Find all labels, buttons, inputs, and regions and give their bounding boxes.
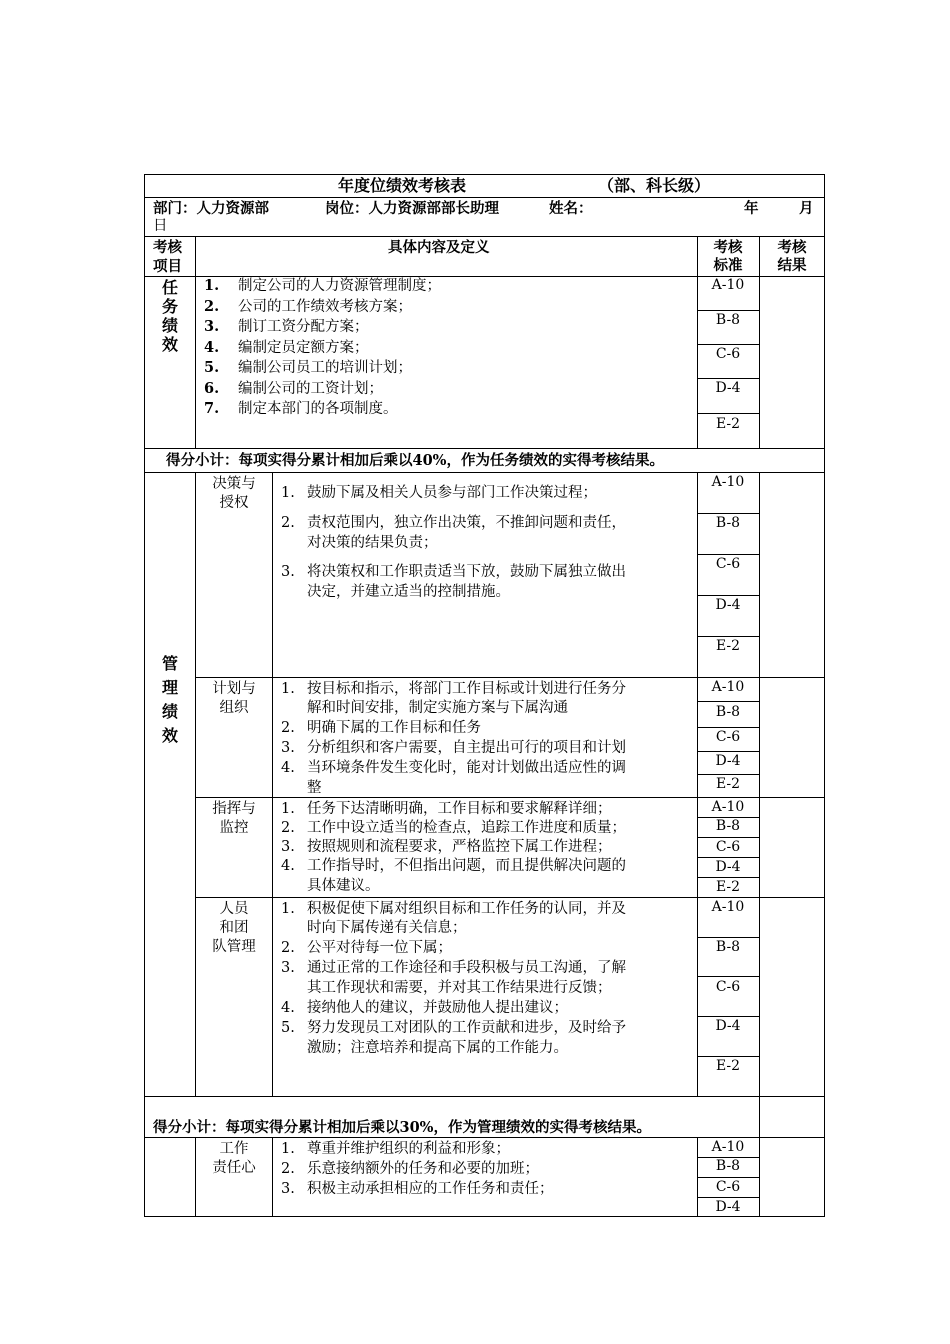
task-item-text: 公司的工作绩效考核方案；: [238, 298, 412, 315]
task-grade: D-4: [715, 380, 741, 396]
team-grade: C-6: [715, 979, 741, 995]
criterion-number: 3.: [281, 1181, 295, 1197]
criterion-number: 2.: [281, 515, 295, 531]
criterion-line: [281, 837, 612, 857]
form-title: 年度位绩效考核表: [338, 176, 467, 195]
task-item-number: 7.: [204, 400, 220, 417]
monitor-grade: B-8: [715, 818, 741, 834]
grade-divider: [697, 344, 759, 345]
criterion-text: 对决策的结果负责；: [307, 535, 438, 551]
task-grade: B-8: [715, 312, 741, 328]
criterion-text: 工作中设立适当的检查点，追踪工作进度和质量；: [307, 820, 626, 836]
criterion-text: 责权范围内，独立作出决策，不推卸问题和责任，: [307, 515, 626, 531]
grade-divider: [697, 413, 759, 414]
criterion-number: 1.: [281, 1141, 295, 1157]
criterion-number: 2.: [281, 1161, 295, 1177]
table-border: [195, 677, 825, 678]
criterion-line: [281, 958, 626, 978]
criterion-text: 其工作现状和需要，并对其工作结果进行反馈；: [307, 980, 612, 996]
criterion-text: 鼓励下属及相关人员参与部门工作决策过程；: [307, 485, 597, 501]
criterion-text: 尊重并维护组织的利益和形象；: [307, 1141, 510, 1157]
task-grade: C-6: [715, 346, 741, 362]
criterion-text: 时向下属传递有关信息；: [307, 920, 467, 936]
grade-divider: [697, 877, 759, 878]
grade-divider: [697, 837, 759, 838]
grade-divider: [697, 636, 759, 637]
task-item-text: 制定公司的人力资源管理制度；: [238, 278, 441, 294]
criterion-line: [281, 998, 568, 1018]
criterion-number: 1.: [281, 901, 295, 917]
criterion-line: [281, 483, 597, 503]
criterion-line: [281, 778, 322, 798]
criterion-number: 1.: [281, 801, 295, 817]
table-border: [759, 472, 760, 1137]
table-border: [144, 1096, 825, 1097]
criterion-line: [281, 533, 438, 553]
monitor-grade: D-4: [715, 859, 741, 875]
criterion-line: [281, 758, 626, 778]
task-item-text: 编制公司员工的培训计划；: [238, 360, 412, 376]
task-item-number: 5.: [204, 359, 220, 376]
criterion-text: 按目标和指示，将部门工作目标或计划进行任务分: [307, 681, 626, 697]
task-item: [204, 379, 383, 399]
criterion-number: 3.: [281, 960, 295, 976]
task-item-number: 1.: [204, 277, 220, 294]
year-label: 年: [744, 200, 759, 217]
criterion-text: 将决策权和工作职责适当下放，鼓励下属独立做出: [307, 564, 626, 580]
name-label: 姓名：: [549, 200, 593, 217]
criterion-number: 2.: [281, 720, 295, 736]
criterion-number: 4.: [281, 760, 295, 776]
header-standard-2: 标准: [713, 257, 743, 274]
table-border: [195, 472, 196, 1097]
criterion-line: [281, 562, 626, 582]
criterion-line: [281, 938, 452, 958]
criterion-number: 4.: [281, 858, 295, 874]
team-grade: E-2: [715, 1058, 741, 1074]
decision-grade: B-8: [715, 515, 741, 531]
monitor-grade: C-6: [715, 839, 741, 855]
criterion-number: 4.: [281, 1000, 295, 1016]
criterion-text: 分析组织和客户需要，自主提出可行的项目和计划: [307, 740, 626, 756]
criterion-text: 工作指导时，不但指出问题，而且提供解决问题的: [307, 858, 626, 874]
criterion-line: [281, 1139, 510, 1159]
criterion-text: 激励；注意培养和提高下属的工作能力。: [307, 1040, 568, 1056]
decision-grade: C-6: [715, 556, 741, 572]
section-name: 组织: [219, 700, 249, 716]
criterion-line: [281, 1038, 568, 1058]
criterion-text: 积极主动承担相应的工作任务和责任；: [307, 1181, 554, 1197]
table-border: [195, 897, 825, 898]
department-label: 部门：人力资源部: [153, 200, 269, 217]
criterion-text: 整: [307, 780, 322, 796]
header-item: 考核项目: [153, 239, 182, 275]
criterion-number: 3.: [281, 564, 295, 580]
planning-grade: E-2: [715, 776, 741, 792]
criterion-line: [281, 856, 626, 876]
attitude-grade: B-8: [715, 1158, 741, 1174]
team-grade: B-8: [715, 939, 741, 955]
grade-divider: [697, 595, 759, 596]
criterion-text: 任务下达清晰明确，工作目标和要求解释详细；: [307, 801, 612, 817]
criterion-text: 决定，并建立适当的控制措施。: [307, 584, 510, 600]
criterion-line: [281, 1159, 539, 1179]
grade-divider: [697, 857, 759, 858]
criterion-text: 解和时间安排，制定实施方案与下属沟通: [307, 700, 568, 716]
day-label: 日: [153, 218, 168, 234]
planning-grade: B-8: [715, 704, 741, 720]
task-item-number: 3.: [204, 318, 220, 335]
criterion-text: 乐意接纳额外的任务和必要的加班；: [307, 1161, 539, 1177]
section-name: 授权: [219, 495, 249, 511]
criterion-line: [281, 918, 467, 938]
criterion-line: [281, 799, 612, 819]
table-border: [144, 197, 825, 198]
task-item-number: 6.: [204, 379, 220, 397]
planning-grade: C-6: [715, 729, 741, 745]
table-border: [824, 174, 825, 1217]
task-item-text: 编制定员定额方案；: [238, 339, 369, 356]
task-item: [204, 317, 369, 337]
position-label: 岗位：人力资源部部长助理: [325, 200, 499, 217]
decision-grade: A-10: [711, 474, 745, 490]
criterion-line: [281, 738, 626, 758]
criterion-number: 5.: [281, 1020, 295, 1036]
header-standard-1: 考核: [713, 239, 743, 256]
grade-divider: [697, 1056, 759, 1057]
header-result-1: 考核: [777, 239, 807, 256]
grade-divider: [697, 751, 759, 752]
criterion-number: 3.: [281, 740, 295, 756]
monitor-grade: A-10: [711, 799, 745, 815]
grade-divider: [697, 937, 759, 938]
header-content: 具体内容及定义: [388, 239, 490, 256]
attitude-grade: A-10: [711, 1139, 745, 1155]
grade-divider: [697, 1177, 759, 1178]
criterion-text: 接纳他人的建议，并鼓励他人提出建议；: [307, 1000, 568, 1016]
table-border: [144, 1216, 825, 1217]
grade-divider: [697, 513, 759, 514]
table-border: [144, 236, 825, 237]
section-name: 监控: [219, 820, 249, 836]
task-performance-label: 任务绩效: [161, 278, 178, 354]
section-name: 和团: [219, 920, 249, 936]
criterion-line: [281, 876, 380, 896]
criterion-text: 当环境条件发生变化时，能对计划做出适应性的调: [307, 760, 626, 776]
section-name: 计划与: [212, 681, 256, 697]
task-item-number: 2.: [204, 297, 220, 315]
grade-divider: [697, 727, 759, 728]
grade-divider: [697, 1197, 759, 1198]
task-subtotal: 得分小计：每项实得分累计相加后乘以40%，作为任务绩效的实得考核结果。: [166, 452, 664, 469]
criterion-number: 1.: [281, 681, 295, 697]
table-border: [272, 472, 273, 1097]
criterion-text: 公平对待每一位下属；: [307, 940, 452, 956]
decision-grade: D-4: [715, 597, 741, 613]
criterion-line: [281, 818, 626, 838]
criterion-text: 努力发现员工对团队的工作贡献和进步，及时给予: [307, 1020, 626, 1036]
section-name: 队管理: [212, 939, 256, 955]
task-item-text: 制定本部门的各项制度。: [238, 401, 398, 417]
management-performance-label: 管理绩效: [161, 654, 178, 745]
criterion-line: [281, 1018, 626, 1038]
grade-divider: [697, 554, 759, 555]
planning-grade: D-4: [715, 753, 741, 769]
task-item: [204, 297, 412, 317]
criterion-line: [281, 718, 481, 738]
criterion-line: [281, 899, 626, 919]
section-name: 指挥与: [212, 801, 256, 817]
section-name: 决策与: [212, 476, 256, 492]
decision-grade: E-2: [715, 638, 741, 654]
task-item: [204, 338, 369, 358]
criterion-line: [281, 698, 568, 718]
grade-divider: [697, 1016, 759, 1017]
task-item: [204, 358, 412, 378]
criterion-line: [281, 1179, 554, 1199]
grade-divider: [697, 378, 759, 379]
section-name: 人员: [219, 901, 249, 917]
task-item: [204, 276, 441, 296]
criterion-line: [281, 679, 626, 699]
planning-grade: A-10: [711, 679, 745, 695]
month-label: 月: [799, 200, 814, 217]
table-border: [144, 448, 825, 449]
criterion-text: 按照规则和流程要求，严格监控下属工作进程；: [307, 839, 612, 855]
criterion-text: 具体建议。: [307, 878, 380, 894]
task-grade: A-10: [711, 277, 745, 293]
criterion-number: 1.: [281, 485, 295, 501]
table-border: [144, 174, 825, 175]
criterion-text: 通过正常的工作途径和手段积极与员工沟通，了解: [307, 960, 626, 976]
monitor-grade: E-2: [715, 879, 741, 895]
table-border: [759, 1137, 760, 1217]
form-level: （部、科长级）: [598, 176, 711, 195]
table-border: [144, 472, 825, 473]
header-result-2: 结果: [777, 257, 807, 274]
management-subtotal: 得分小计：每项实得分累计相加后乘以30%，作为管理绩效的实得考核结果。: [153, 1119, 651, 1136]
criterion-line: [281, 582, 510, 602]
criterion-number: 2.: [281, 940, 295, 956]
section-name: 工作: [219, 1141, 249, 1157]
table-border: [272, 1137, 273, 1217]
criterion-line: [281, 978, 612, 998]
task-item: [204, 399, 398, 419]
criterion-text: 积极促使下属对组织目标和工作任务的认同，并及: [307, 901, 626, 917]
criterion-text: 明确下属的工作目标和任务: [307, 720, 481, 736]
grade-divider: [697, 701, 759, 702]
task-item-text: 制订工资分配方案；: [238, 319, 369, 335]
criterion-number: 3.: [281, 839, 295, 855]
task-grade: E-2: [715, 416, 741, 432]
section-name: 责任心: [212, 1160, 256, 1176]
grade-divider: [697, 976, 759, 977]
criterion-line: [281, 513, 626, 533]
table-border: [195, 236, 196, 449]
task-item-number: 4.: [204, 338, 220, 356]
task-item-text: 编制公司的工资计划；: [238, 380, 383, 397]
grade-divider: [697, 310, 759, 311]
table-border: [144, 174, 145, 1217]
attitude-grade: C-6: [715, 1179, 741, 1195]
team-grade: D-4: [715, 1018, 741, 1034]
criterion-number: 2.: [281, 820, 295, 836]
grade-divider: [697, 774, 759, 775]
attitude-grade: D-4: [715, 1199, 741, 1215]
team-grade: A-10: [711, 899, 745, 915]
